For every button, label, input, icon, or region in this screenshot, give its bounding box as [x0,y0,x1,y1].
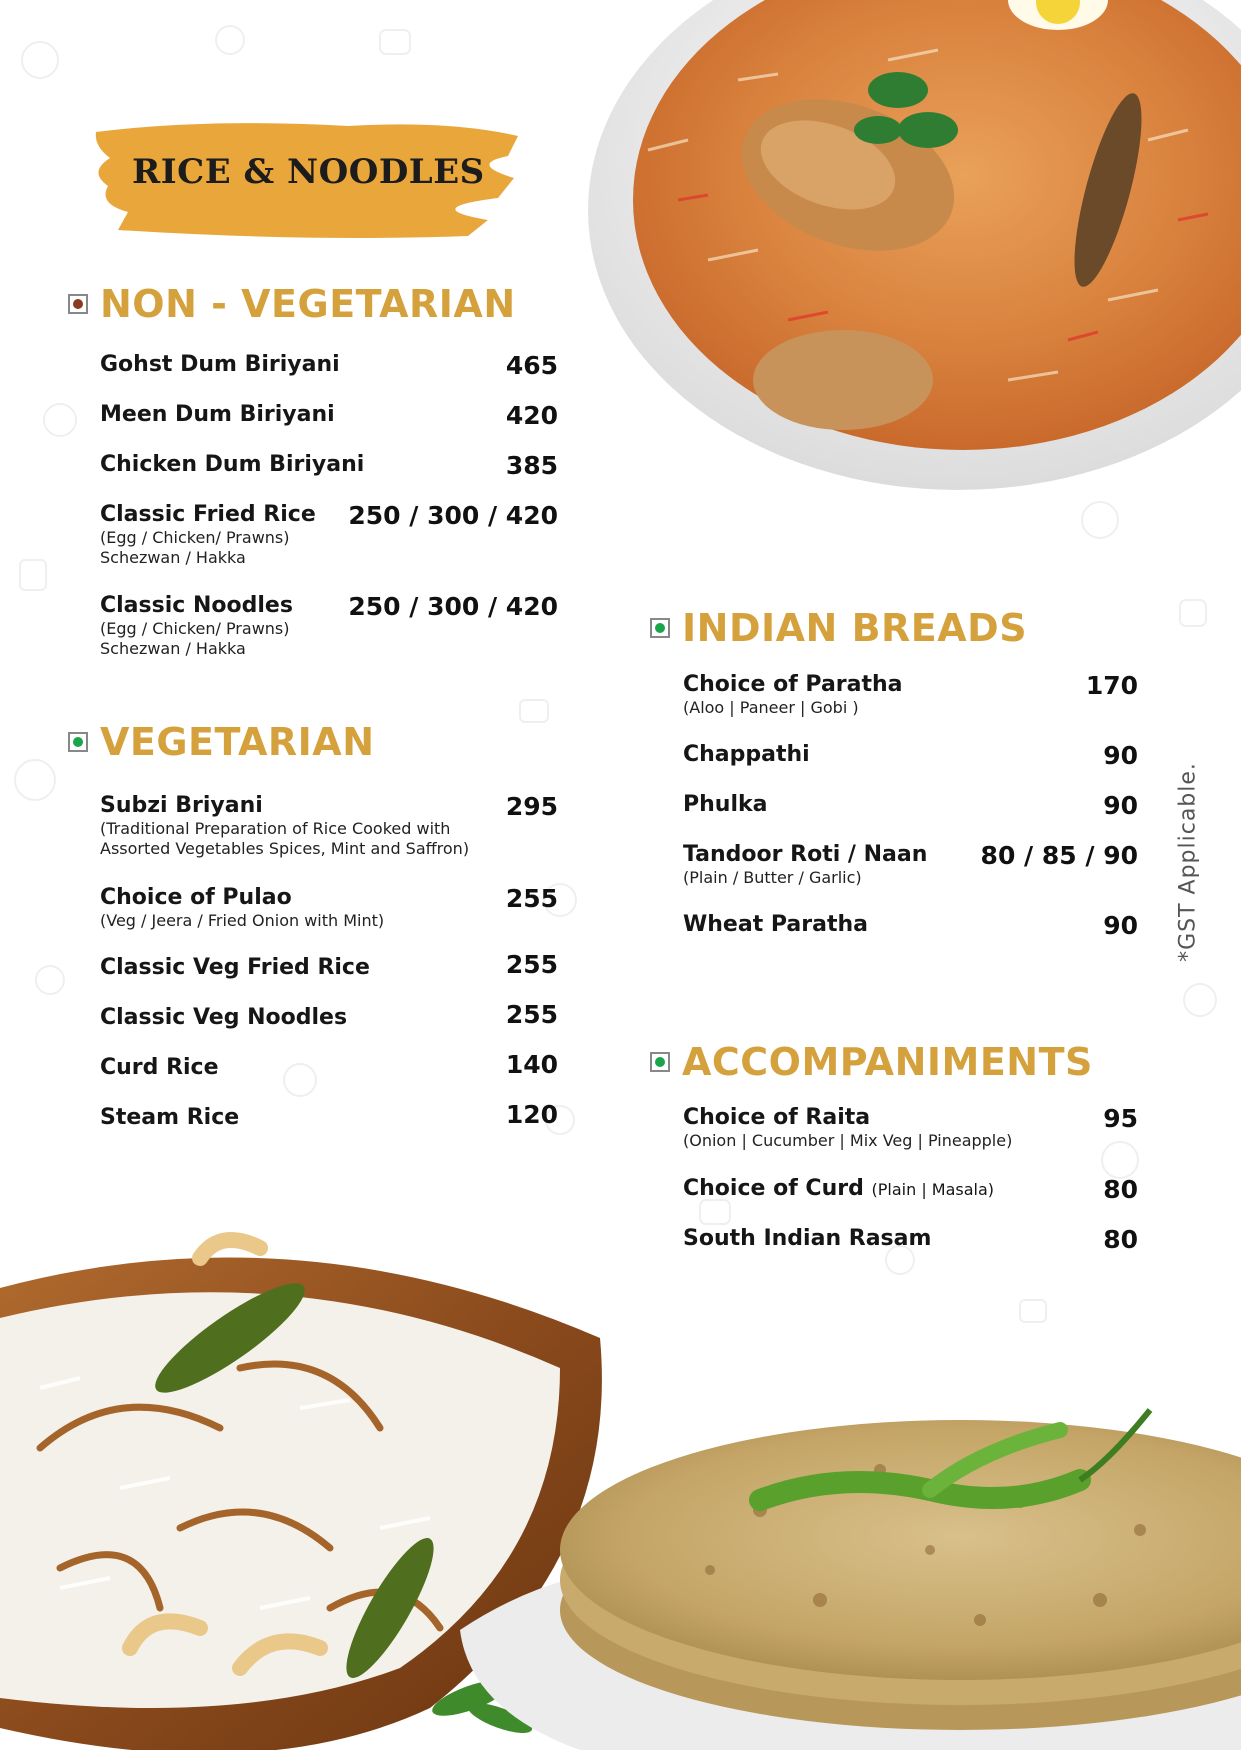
veg-marker-icon [650,1052,670,1072]
breads-heading: INDIAN BREADS [650,606,1027,650]
menu-item: Choice of Raita (Onion | Cucumber | Mix Veg | Pineapple) [683,1105,1013,1150]
menu-item: Chicken Dum Biriyani [100,452,365,477]
menu-item-price: 465 [505,351,558,380]
menu-item: Chappathi [683,742,810,767]
accompaniments-heading: ACCOMPANIMENTS [650,1040,1093,1084]
section-banner [88,112,520,244]
menu-item: Curd Rice [100,1055,219,1080]
menu-item-price: 95 [1103,1104,1138,1133]
biryani-bowl-image [588,0,1241,492]
veg-marker-icon [650,618,670,638]
menu-item-price: 90 [1103,791,1138,820]
menu-item: Classic Noodles (Egg / Chicken/ Prawns) Schezwan / Hakka [100,593,293,658]
menu-item-price: 255 [505,1000,558,1029]
paratha-plate-image [460,1380,1241,1750]
menu-item-price: 120 [505,1100,558,1129]
menu-item-price: 170 [1085,671,1138,700]
menu-item: Choice of Pulao (Veg / Jeera / Fried Onion with Mint) [100,885,385,930]
menu-item-price: 90 [1103,911,1138,940]
menu-item: Classic Fried Rice (Egg / Chicken/ Prawns) Schezwan / Hakka [100,502,316,567]
menu-item-price: 140 [505,1050,558,1079]
menu-item: Subzi Briyani (Traditional Preparation of Rice Cooked with Assorted Vegetables Spices, Mint and Saffron) [100,793,470,858]
menu-item-price: 250 / 300 / 420 [348,592,558,621]
menu-item-price: 420 [505,401,558,430]
menu-item: Gohst Dum Biriyani [100,352,340,377]
menu-item: Phulka [683,792,768,817]
menu-item: Choice of Curd (Plain | Masala) [683,1176,995,1201]
non-veg-marker-icon [68,294,88,314]
menu-item-price: 80 [1103,1175,1138,1204]
menu-item-price: 80 / 85 / 90 [980,841,1138,870]
menu-item: Meen Dum Biriyani [100,402,335,427]
menu-item-price: 90 [1103,741,1138,770]
menu-item: Classic Veg Noodles [100,1005,348,1030]
menu-item-price: 385 [505,451,558,480]
menu-item-price: 255 [505,884,558,913]
gst-note: *GST Applicable. [1175,762,1201,962]
menu-item-price: 80 [1103,1225,1138,1254]
menu-item: Steam Rice [100,1105,240,1130]
menu-item: South Indian Rasam [683,1226,932,1251]
menu-item: Tandoor Roti / Naan (Plain / Butter / Garlic) [683,842,928,887]
menu-item: Choice of Paratha (Aloo | Paneer | Gobi ) [683,672,903,717]
veg-marker-icon [68,732,88,752]
banner-title: RICE & NOODLES [132,152,485,192]
veg-heading: VEGETARIAN [68,720,375,764]
menu-item: Classic Veg Fried Rice [100,955,370,980]
non-veg-heading: NON - VEGETARIAN [68,282,516,326]
menu-item-price: 295 [505,792,558,821]
menu-item-price: 255 [505,950,558,979]
menu-item-price: 250 / 300 / 420 [348,501,558,530]
menu-item: Wheat Paratha [683,912,868,937]
